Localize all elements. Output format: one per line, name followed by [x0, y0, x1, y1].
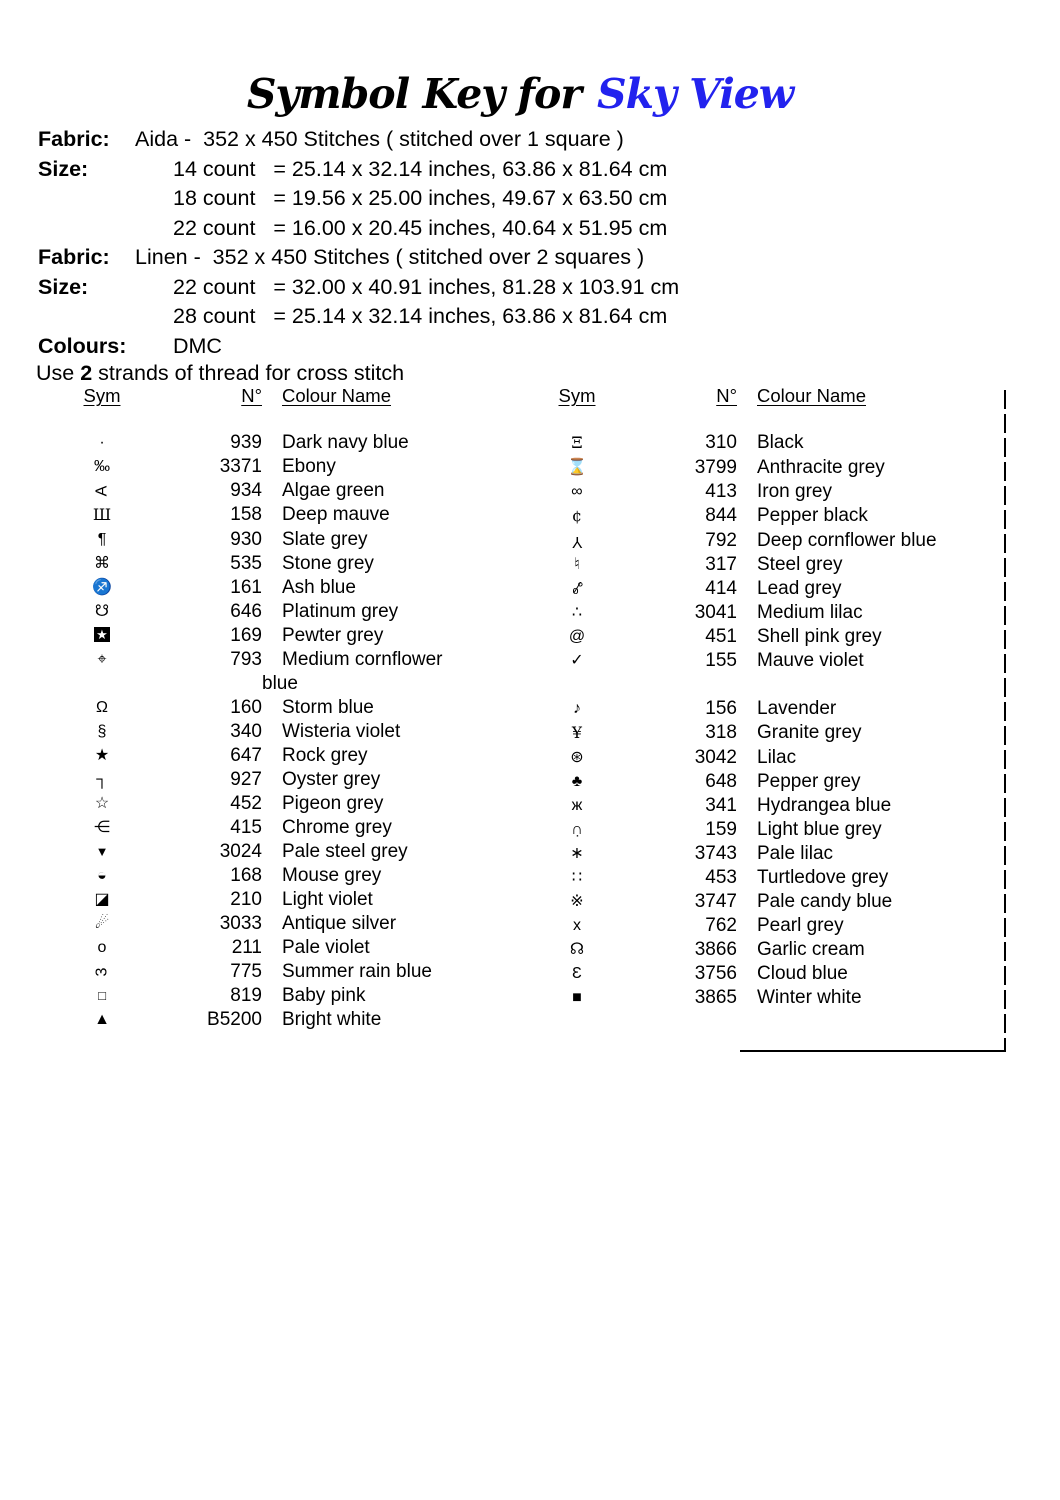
stitch-symbol-glyph: A [92, 485, 110, 497]
table-row [537, 456, 997, 480]
stitch-symbol-cell [62, 455, 142, 479]
table-row [62, 648, 502, 696]
table-row [62, 840, 502, 864]
info-line [38, 125, 679, 155]
table-row [62, 792, 502, 816]
stitch-symbol-glyph: § [97, 723, 107, 740]
colour-name-cell: Lead grey [757, 578, 842, 599]
thread-number-cell: 3371 [219, 456, 262, 477]
fabric-info-block [38, 125, 679, 361]
info-value: Aida - 352 x 450 Stitches ( stitched over 1 square ) [135, 127, 624, 151]
table-row [537, 866, 997, 890]
table-row [537, 938, 997, 962]
info-line [38, 184, 679, 214]
colour-name-cell: Turtledove grey [757, 867, 889, 888]
strands-note-count: 2 [80, 361, 93, 385]
stitch-symbol-cell [62, 864, 142, 888]
stitch-symbol-glyph: ※ [570, 893, 584, 910]
stitch-symbol-glyph: Ш [92, 505, 112, 524]
stitch-symbol-glyph: ж [571, 797, 583, 814]
stitch-symbol-cell [537, 962, 617, 986]
stitch-symbol-cell [537, 746, 617, 770]
page-title [0, 70, 1040, 118]
symbol-key-column-right [537, 385, 997, 1010]
colour-name-cell: Black [757, 432, 804, 453]
stitch-symbol-glyph: ♣ [571, 773, 583, 790]
table-row [62, 552, 502, 576]
table-row [537, 697, 997, 721]
thread-number-cell: 535 [230, 553, 262, 574]
colour-name-cell: Bright white [282, 1009, 382, 1030]
stitch-symbol-cell [62, 792, 142, 816]
colour-name-cell: Pigeon grey [282, 793, 384, 814]
stitch-symbol-glyph: ∴ [571, 604, 583, 621]
stitch-symbol-glyph: ¥ [571, 723, 583, 742]
stitch-symbol-glyph: ∷ [571, 869, 583, 886]
table-row [62, 936, 502, 960]
thread-number-cell: 3033 [219, 913, 262, 934]
colour-name-cell: Pepper grey [757, 771, 861, 792]
table-row [537, 529, 997, 553]
strands-note [36, 361, 404, 386]
thread-number-cell: 341 [705, 795, 737, 816]
stitch-symbol-glyph: ⌘ [94, 555, 110, 572]
colour-name-cell: Wisteria violet [282, 721, 401, 742]
thread-number-cell: 168 [230, 865, 262, 886]
info-value: 14 count = 25.14 x 32.14 inches, 63.86 x 81.64 cm [173, 156, 668, 181]
thread-number-cell: 159 [705, 819, 737, 840]
thread-number-cell: 646 [230, 601, 262, 622]
stitch-symbol-glyph: ∞ [571, 483, 583, 500]
colour-name-cell: Pale candy blue [757, 891, 893, 912]
thread-number-cell: 819 [230, 985, 262, 1006]
table-row [62, 528, 502, 552]
thread-number-cell: 156 [705, 698, 737, 719]
thread-number-cell: 413 [705, 481, 737, 502]
colour-name-cell: Pewter grey [282, 625, 384, 646]
thread-number-cell: 844 [705, 505, 737, 526]
table-row [537, 673, 997, 697]
stitch-symbol-glyph: ⋲ [94, 819, 110, 836]
table-row [62, 696, 502, 720]
thread-number-cell: 169 [230, 625, 262, 646]
thread-number-cell: 3743 [694, 843, 737, 864]
stitch-symbol-glyph: o [97, 939, 107, 956]
thread-number-cell: 318 [705, 722, 737, 743]
table-row [537, 962, 997, 986]
info-value: 18 count = 19.56 x 25.00 inches, 49.67 x 63.50 cm [173, 186, 668, 210]
stitch-symbol-cell [62, 720, 142, 744]
info-value: Linen - 352 x 450 Stitches ( stitched over 2 squares ) [135, 245, 645, 269]
stitch-symbol-cell [537, 697, 617, 721]
colour-name-cell: Garlic cream [757, 939, 865, 960]
thread-number-cell: 3756 [694, 963, 737, 984]
stitch-symbol-cell [537, 794, 617, 818]
thread-number-cell: B5200 [207, 1009, 262, 1030]
colour-name-cell: Mauve violet [757, 650, 864, 671]
colour-name-cell: Stone grey [282, 553, 374, 574]
stitch-symbol-cell [537, 914, 617, 938]
stitch-symbol-cell [62, 960, 142, 984]
info-label: Colours: [38, 333, 127, 358]
stitch-symbol-cell [62, 576, 142, 600]
stitch-symbol-glyph: ∩̣ [571, 821, 583, 838]
colour-name-cell: Steel grey [757, 554, 843, 575]
stitch-symbol-glyph: x [573, 917, 581, 934]
info-value: DMC [173, 333, 222, 358]
thread-number-cell: 775 [230, 961, 262, 982]
stitch-symbol-cell [537, 986, 617, 1010]
info-line [38, 332, 679, 362]
info-line [38, 155, 679, 185]
info-value: 22 count = 16.00 x 20.45 inches, 40.64 x 51.95 cm [173, 215, 668, 240]
stitch-symbol-cell [62, 696, 142, 720]
stitch-symbol-cell [62, 600, 142, 624]
table-row [62, 816, 502, 840]
thread-number-cell: 310 [705, 432, 737, 453]
stitch-symbol-glyph: ☆ [94, 795, 110, 812]
stitch-symbol-glyph: ☊ [569, 941, 585, 958]
table-row [537, 770, 997, 794]
stitch-symbol-glyph: ◒ [97, 867, 107, 884]
thread-number-cell: 793 [230, 649, 262, 670]
colour-name-cell: Chrome grey [282, 817, 392, 838]
stitch-symbol-cell [537, 721, 617, 746]
thread-number-cell: 3799 [694, 457, 737, 478]
colour-name-cell: Cloud blue [757, 963, 848, 984]
stitch-symbol-cell [62, 431, 142, 455]
stitch-symbol-cell [62, 1008, 142, 1032]
table-row [537, 480, 997, 504]
stitch-symbol-glyph: ▲ [94, 1011, 110, 1028]
colour-name-cell: Slate grey [282, 529, 368, 550]
table-row [537, 577, 997, 601]
stitch-symbol-cell [537, 456, 617, 480]
table-right-border-line [1004, 390, 1006, 1052]
colour-name-cell [737, 673, 997, 697]
colour-name-cell: Baby pink [282, 985, 366, 1006]
column-header-colour-name: Colour Name [282, 385, 391, 406]
stitch-symbol-cell [537, 649, 617, 673]
thread-number-cell: 414 [705, 578, 737, 599]
stitch-symbol-glyph: □ [98, 988, 106, 1003]
stitch-symbol-glyph: ⌛ [567, 459, 587, 476]
stitch-symbol-glyph: ▼ [95, 844, 109, 859]
thread-number-cell: 452 [230, 793, 262, 814]
stitch-symbol-cell [62, 912, 142, 936]
stitch-symbol-cell [537, 770, 617, 794]
thread-number-cell: 210 [230, 889, 262, 910]
table-row [62, 888, 502, 912]
table-row [62, 576, 502, 600]
stitch-symbol-cell [537, 866, 617, 890]
colour-name-cell: Deep cornflower blue [757, 530, 937, 551]
stitch-symbol-cell [537, 842, 617, 866]
table-row [537, 625, 997, 649]
colour-name-cell: Pale lilac [757, 843, 834, 864]
colour-name-cell: Winter white [757, 987, 862, 1008]
stitch-symbol-cell [537, 938, 617, 962]
stitch-symbol-glyph: Ɛ [572, 965, 582, 982]
info-label [38, 184, 135, 214]
stitch-symbol-glyph: ♪ [573, 700, 581, 717]
thread-number-cell: 3042 [694, 747, 737, 768]
stitch-symbol-glyph: ¶ [97, 531, 107, 548]
colour-name-cell: Storm blue [282, 697, 374, 718]
colour-name-cell: Iron grey [757, 481, 832, 502]
table-row [62, 984, 502, 1008]
stitch-symbol-glyph: ∗ [570, 845, 584, 862]
stitch-symbol-cell [62, 744, 142, 768]
table-row [62, 768, 502, 792]
info-value: 28 count = 25.14 x 32.14 inches, 63.86 x 81.64 cm [173, 304, 668, 328]
stitch-symbol-cell [62, 816, 142, 840]
table-row [62, 744, 502, 768]
stitch-symbol-glyph: ₒ∕° [572, 580, 582, 597]
thread-number-cell: 648 [705, 771, 737, 792]
stitch-symbol-glyph: ♐ [92, 579, 112, 596]
table-row [62, 912, 502, 936]
table-row [537, 842, 997, 866]
info-line [38, 214, 679, 244]
stitch-symbol-glyph: ⌖ [97, 651, 107, 668]
colour-name-cell: Dark navy blue [282, 432, 409, 453]
info-line [38, 243, 679, 273]
stitch-symbol-cell [537, 480, 617, 504]
thread-number-cell: 317 [705, 554, 737, 575]
thread-number-cell: 453 [705, 867, 737, 888]
page-title-pattern-name: Sky View [597, 70, 794, 118]
strands-note-prefix: Use [36, 361, 81, 385]
stitch-symbol-cell [537, 625, 617, 649]
colour-name-cell: Pale steel grey [282, 841, 408, 862]
stitch-symbol-glyph: ‰ [94, 458, 110, 475]
stitch-symbol-glyph: ☄ [94, 915, 110, 932]
stitch-symbol-glyph: ⊛ [570, 749, 584, 766]
colour-name-cell: Hydrangea blue [757, 795, 892, 816]
stitch-symbol-cell [62, 936, 142, 960]
table-row [537, 721, 997, 746]
table-row [62, 600, 502, 624]
stitch-symbol-cell [62, 528, 142, 552]
table-row [537, 890, 997, 914]
table-row [537, 818, 997, 842]
table-row [62, 503, 502, 528]
stitch-symbol-cell [62, 648, 142, 696]
stitch-symbol-cell [537, 431, 617, 456]
table-row [62, 864, 502, 888]
page-title-black: Symbol Key for [246, 70, 581, 118]
thread-number-cell: 160 [230, 697, 262, 718]
colour-name-cell: Platinum grey [282, 601, 399, 622]
colour-name-cell: Lavender [757, 698, 837, 719]
stitch-symbol-cell [537, 890, 617, 914]
table-row [537, 601, 997, 625]
stitch-symbol-glyph: ◪ [94, 891, 110, 908]
thread-number-cell: 934 [230, 480, 262, 501]
colour-name-cell: Algae green [282, 480, 385, 501]
colour-name-cell: Oyster grey [282, 769, 381, 790]
table-row [537, 431, 997, 456]
stitch-symbol-glyph: ★ [96, 627, 108, 642]
table-row [537, 794, 997, 818]
column-header-sym: Sym [83, 385, 121, 406]
table-row [62, 431, 502, 455]
thread-number-cell: 927 [230, 769, 262, 790]
thread-number-cell: 415 [230, 817, 262, 838]
table-header-row [62, 385, 502, 407]
table-row [537, 746, 997, 770]
colour-name-cell: Pale violet [282, 937, 370, 958]
table-row [62, 455, 502, 479]
thread-number-cell: 211 [231, 937, 262, 958]
stitch-symbol-cell [537, 818, 617, 842]
table-row [537, 986, 997, 1010]
table-row [537, 504, 997, 529]
table-header-row [537, 385, 997, 407]
colour-name-cell: Shell pink grey [757, 626, 882, 647]
stitch-symbol-glyph: ★ [94, 747, 110, 764]
info-label: Size: [38, 274, 89, 299]
thread-number-cell: 647 [230, 745, 262, 766]
info-line [38, 273, 679, 303]
colour-name-cell: Pearl grey [757, 915, 844, 936]
info-value: 22 count = 32.00 x 40.91 inches, 81.28 x 103.91 cm [173, 274, 680, 299]
colour-name-cell: Medium cornflower blue [262, 649, 443, 694]
symbol-rows-right [537, 431, 997, 1010]
stitch-symbol-cell [62, 840, 142, 864]
stitch-symbol-cell [537, 577, 617, 601]
stitch-symbol-cell [62, 768, 142, 792]
colour-name-cell: Lilac [757, 747, 797, 768]
table-row [537, 914, 997, 938]
info-label: Fabric: [38, 245, 110, 269]
info-label [38, 302, 135, 332]
thread-number-cell: 3865 [694, 987, 737, 1008]
thread-number-cell: 161 [230, 577, 262, 598]
colour-name-cell: Anthracite grey [757, 457, 885, 478]
thread-number-cell: 155 [705, 650, 737, 671]
table-row [62, 479, 502, 503]
symbol-rows-left [62, 431, 502, 1032]
stitch-symbol-glyph: Ξ [571, 433, 583, 452]
column-header-number: N° [716, 385, 737, 406]
table-bottom-border-line [740, 1050, 1006, 1052]
stitch-symbol-glyph: ■ [572, 989, 582, 1006]
thread-number-cell: 158 [230, 504, 262, 525]
thread-number-cell: 340 [230, 721, 262, 742]
stitch-symbol-glyph: ┐ [96, 771, 108, 788]
thread-number-cell: 762 [705, 915, 737, 936]
colour-name-cell: Medium lilac [757, 602, 863, 623]
colour-name-cell: Ash blue [282, 577, 356, 598]
thread-number-cell: 792 [705, 530, 737, 551]
stitch-symbol-glyph: ¢ [571, 506, 583, 525]
stitch-symbol-cell [537, 504, 617, 529]
colour-name-cell: Summer rain blue [282, 961, 432, 982]
table-row [537, 553, 997, 577]
colour-name-cell: Antique silver [282, 913, 397, 934]
stitch-symbol-glyph: 3 [93, 967, 110, 977]
thread-number-cell: 930 [230, 529, 262, 550]
stitch-symbol-cell [62, 624, 142, 648]
colour-name-cell: Light blue grey [757, 819, 882, 840]
colour-name-cell: Deep mauve [282, 504, 390, 525]
table-row [537, 649, 997, 673]
thread-number-cell: 939 [230, 432, 262, 453]
stitch-symbol-cell [62, 503, 142, 528]
stitch-symbol-glyph: @ [568, 628, 586, 645]
colour-name-cell: Pepper black [757, 505, 868, 526]
stitch-symbol-cell [62, 888, 142, 912]
stitch-symbol-cell [537, 673, 617, 697]
stitch-symbol-glyph: Ω [96, 699, 108, 716]
colour-name-cell: Light violet [282, 889, 373, 910]
colour-name-cell: Rock grey [282, 745, 368, 766]
stitch-symbol-cell [62, 552, 142, 576]
stitch-symbol-cell [62, 479, 142, 503]
table-row [62, 960, 502, 984]
info-line [38, 302, 679, 332]
thread-number-cell: 3747 [694, 891, 737, 912]
stitch-symbol-glyph: ☋ [94, 603, 110, 620]
stitch-symbol-cell [537, 553, 617, 577]
thread-number-cell: 3024 [219, 841, 262, 862]
symbol-key-column-left [62, 385, 502, 1032]
table-row [62, 1008, 502, 1032]
stitch-symbol-cell [62, 984, 142, 1008]
colour-name-cell: Ebony [282, 456, 336, 477]
column-header-number: N° [241, 385, 262, 406]
column-header-colour-name: Colour Name [757, 385, 866, 406]
strands-note-suffix: strands of thread for cross stitch [92, 361, 405, 385]
stitch-symbol-glyph: · [99, 434, 105, 451]
stitch-symbol-glyph: ♮ [574, 556, 580, 573]
stitch-symbol-cell [537, 601, 617, 625]
column-header-sym: Sym [558, 385, 596, 406]
info-label: Size: [38, 156, 89, 181]
info-label: Fabric: [38, 127, 110, 151]
colour-name-cell: Granite grey [757, 722, 862, 743]
stitch-symbol-cell [537, 529, 617, 553]
thread-number-cell [617, 673, 737, 697]
stitch-symbol-glyph: Y [571, 533, 583, 550]
stitch-symbol-glyph: ✓ [570, 652, 584, 669]
colour-name-cell: Mouse grey [282, 865, 382, 886]
thread-number-cell: 3041 [694, 602, 737, 623]
thread-number-cell: 451 [705, 626, 737, 647]
info-label [38, 214, 135, 244]
thread-number-cell: 3866 [694, 939, 737, 960]
table-row [62, 624, 502, 648]
table-row [62, 720, 502, 744]
